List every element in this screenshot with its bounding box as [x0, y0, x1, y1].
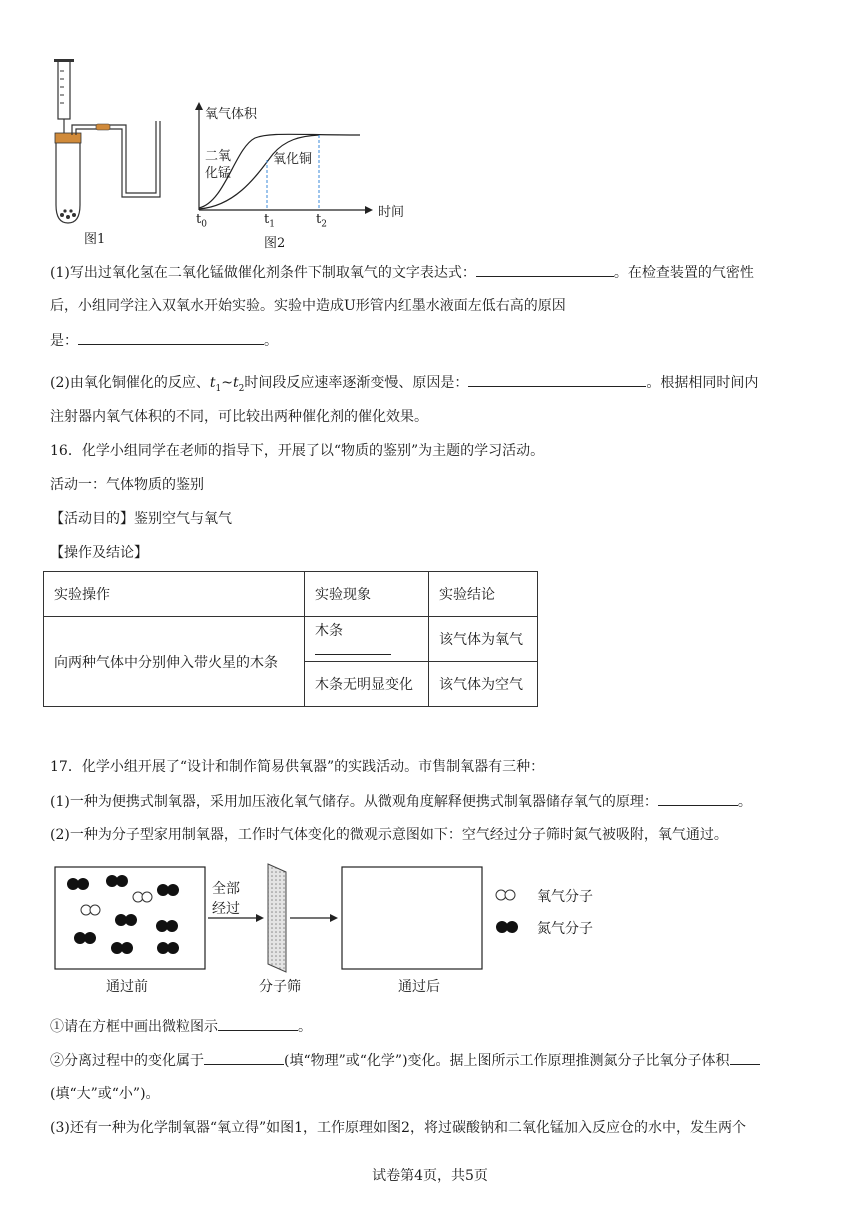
label-before: 通过前: [106, 979, 148, 995]
answer-blank[interactable]: [468, 372, 646, 387]
answer-blank[interactable]: [204, 1050, 284, 1065]
experiment-table: [43, 571, 538, 707]
molecular-sieve-diagram: [50, 858, 610, 978]
label-after: 通过后: [398, 979, 440, 995]
table-row: [44, 617, 538, 662]
header-operation: 实验操作: [44, 572, 305, 617]
curve-label-cuo: 氧化铜: [273, 152, 313, 167]
q17-p2: (2)一种为分子型家用制氧器，工作时气体变化的微观示意图如下：空气经过分子筛时氮气被吸附，氧气通过。: [50, 827, 728, 843]
table-header-row: [44, 572, 538, 617]
answer-blank[interactable]: [218, 1016, 298, 1031]
q17-p3: (3)还有一种为化学制氧器“氧立得”如图1，工作原理如图2，将过碳酸钠和二氧化锰加入反应仓的水中，发生两个: [50, 1120, 746, 1136]
q17-sub1: ①请在方框中画出微粒图示 。: [50, 1016, 312, 1037]
tick-t1: $t_1$: [264, 212, 275, 230]
fig2-caption: 图2: [264, 236, 286, 251]
answer-blank[interactable]: [730, 1050, 760, 1065]
graph-ylabel: 氧气体积: [205, 107, 258, 122]
q15-p2-line2: 注射器内氧气体积的不同，可比较出两种催化剂的催化效果。: [50, 409, 428, 425]
cell-conclusion-2: 该气体为空气: [429, 662, 538, 707]
legend-n2-label: 氮气分子: [537, 921, 593, 937]
graph-xlabel: 时间: [378, 205, 405, 220]
header-phenomenon: 实验现象: [305, 572, 429, 617]
q17-sub2-cont: (填“大”或“小”)。: [50, 1086, 160, 1102]
q16-purpose: 【活动目的】鉴别空气与氧气: [50, 511, 232, 527]
tick-t0: $t_0$: [196, 212, 207, 230]
q17-sub2: ②分离过程中的变化属于 (填“物理”或“化学”)变化。据上图所示工作原理推测氮分子比氧分子体积: [50, 1050, 760, 1071]
tick-t2: $t_2$: [316, 212, 327, 230]
answer-blank[interactable]: [78, 330, 264, 345]
cell-conclusion-1: 该气体为氧气: [429, 617, 538, 662]
q15-p2-line1: (2)由氧化铜催化的反应、$t_1\sim t_2$时间段反应速率逐渐变慢、原因是： 。根据相同时间内: [50, 372, 758, 399]
q17-p1: (1)一种为便携式制氧器，采用加压液化氧气储存。从微观角度解释便携式制氧器储存氧气的原理： 。: [50, 791, 752, 812]
label-sieve: 分子筛: [259, 979, 301, 995]
answer-blank[interactable]: [658, 791, 738, 806]
fig1-caption: 图1: [84, 232, 106, 247]
q15-p1-line2: 后，小组同学注入双氧水开始实验。实验中造成U形管内红墨水液面左低右高的原因: [50, 298, 566, 314]
curve-label-mno2-1: 二氧: [205, 149, 232, 164]
q16-intro: 16．化学小组同学在老师的指导下，开展了以“物质的鉴别”为主题的学习活动。: [50, 443, 545, 459]
page-footer: 试卷第4页，共5页: [372, 1168, 488, 1184]
cell-phenomenon-2: 木条无明显变化: [305, 662, 429, 707]
arrow-label-2: 经过: [212, 901, 240, 917]
apparatus-figure: [48, 55, 183, 230]
answer-blank[interactable]: [315, 640, 391, 655]
q16-operation: 【操作及结论】: [50, 545, 148, 561]
answer-blank[interactable]: [476, 262, 614, 277]
q15-p1-line3: 是： 。: [50, 330, 278, 351]
q17-intro: 17．化学小组开展了“设计和制作简易供氧器”的实践活动。市售制氧器有三种：: [50, 759, 545, 775]
q15-p1-line1: (1)写出过氧化氢在二氧化锰做催化剂条件下制取氧气的文字表达式： 。在检查装置的气密性: [50, 262, 754, 283]
arrow-label-1: 全部: [212, 881, 240, 897]
q16-activity1: 活动一：气体物质的鉴别: [50, 477, 204, 493]
header-conclusion: 实验结论: [429, 572, 538, 617]
cell-operation: 向两种气体中分别伸入带火星的木条: [44, 617, 305, 707]
cell-phenomenon-1: 木条: [305, 617, 429, 662]
legend-o2-label: 氧气分子: [537, 889, 593, 905]
curve-label-mno2-2: 化锰: [205, 166, 232, 181]
